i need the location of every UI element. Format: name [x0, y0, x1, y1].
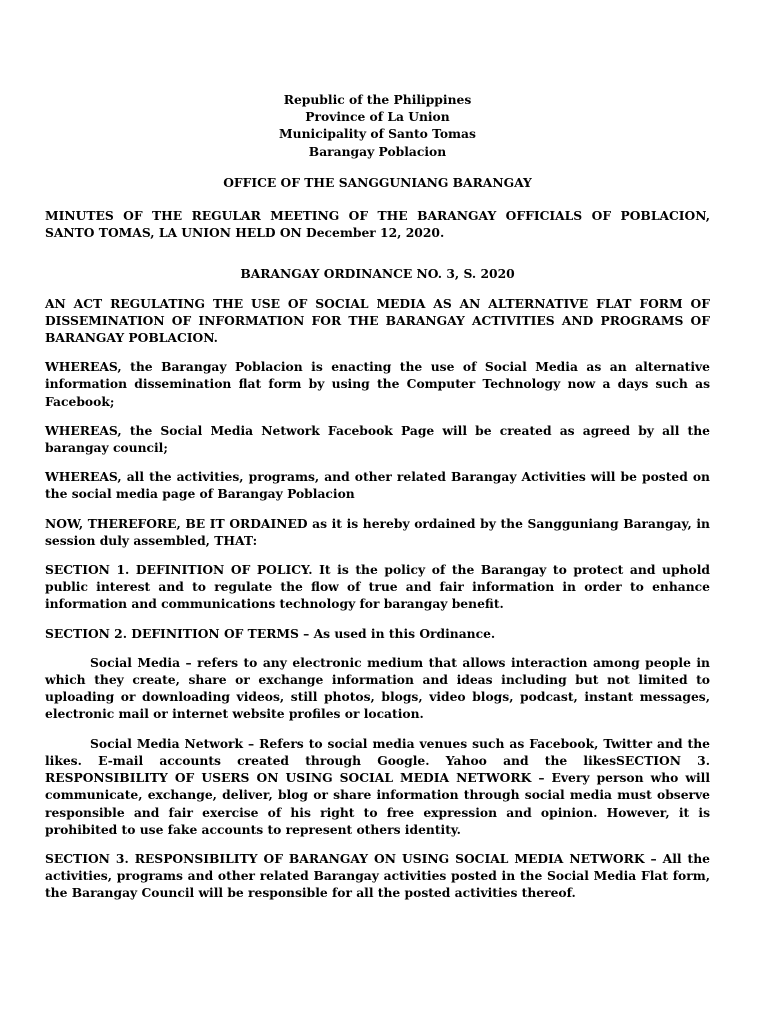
- section-1-heading: SECTION 1. DEFINITION OF POLICY.: [45, 562, 313, 578]
- whereas-lead: WHEREAS,: [45, 469, 122, 485]
- whereas-lead: WHEREAS,: [45, 359, 122, 375]
- section-2-heading: SECTION 2. DEFINITION OF TERMS: [45, 625, 299, 641]
- whereas-clause-1: [45, 358, 710, 410]
- whereas-clause-3: [45, 468, 710, 502]
- whereas-clause-2: [45, 422, 710, 456]
- office-title: OFFICE OF THE SANGGUNIANG BARANGAY: [223, 174, 532, 190]
- whereas-text: the Social Media Network Facebook Page will be created as agreed by all the barangay council;: [45, 422, 710, 456]
- definition-text: – Refers to social media venues such as Facebook, Twitter and the likes. E-mail accounts created through Google. Yahoo and the likesSECTION 3. RESPONSIBILITY OF USERS ON USING SOCIAL MEDIA NETWORK – Every person who will communicate, exchange, deliver, blog or share information through social media must observe responsible and fair exercise of his right to free expression and opinion. However, it is prohibited to use fake accounts to represent others identity.: [45, 735, 710, 837]
- document-page: [45, 91, 710, 914]
- ordaining-clause: [45, 515, 710, 549]
- act-title: AN ACT REGULATING THE USE OF SOCIAL MEDIA AS AN ALTERNATIVE FLAT FORM OF DISSEMINATION OF INFORMATION FOR THE BARANGAY ACTIVITIES AND PROGRAMS OF BARANGAY POBLACION.: [45, 295, 710, 346]
- section-2: [45, 625, 710, 642]
- header-province: Province of La Union: [305, 109, 450, 125]
- header-country: Republic of the Philippines: [283, 92, 472, 107]
- whereas-text: the Barangay Poblacion is enacting the use of Social Media as an alternative information dissemination flat form by using the Computer Technology now a days such as Facebook;: [45, 359, 710, 409]
- definition-term: Social Media Network: [90, 735, 244, 751]
- document-header: [45, 91, 710, 160]
- section-2-text: – As used in this Ordinance.: [298, 625, 496, 641]
- section-1: [45, 561, 710, 613]
- whereas-text: all the activities, programs, and other related Barangay Activities will be posted on the social media page of Barangay Poblacion: [45, 469, 710, 502]
- ordaining-lead: NOW, THEREFORE, BE IT ORDAINED: [45, 515, 308, 531]
- definition-social-media: [45, 654, 710, 723]
- header-municipality: Municipality of Santo Tomas: [279, 126, 476, 142]
- definition-social-media-network: [45, 735, 710, 838]
- minutes-title: MINUTES OF THE REGULAR MEETING OF THE BARANGAY OFFICIALS OF POBLACION, SANTO TOMAS, LA UNION HELD ON December 12, 2020.: [45, 208, 710, 241]
- definition-term: Social Media: [90, 654, 181, 670]
- section-3-text: – All the activities, programs and other related Barangay activities posted in the Social Media Flat form, the Barangay Council will be responsible for all the posted activities thereof.: [45, 850, 710, 901]
- definition-text: – refers to any electronic medium that allows interaction among people in which they create, share or exchange information and ideas including but not limited to uploading or downloading videos, still photos, blogs, video blogs, podcast, instant messages, electronic mail or internet website profiles or location.: [45, 654, 710, 722]
- ordaining-text: as it is hereby ordained by the Sangguniang Barangay, in session duly assembled, THAT:: [45, 515, 710, 548]
- section-1-text: It is the policy of the Barangay to protect and uphold public interest and to regulate the flow of true and fair information in order to enhance information and communications technology for barangay benefit.: [45, 562, 710, 612]
- section-3-heading: SECTION 3. RESPONSIBILITY OF BARANGAY ON USING SOCIAL MEDIA NETWORK: [45, 850, 645, 866]
- ordinance-number: BARANGAY ORDINANCE NO. 3, S. 2020: [240, 266, 515, 282]
- whereas-lead: WHEREAS,: [45, 422, 122, 438]
- header-barangay: Barangay Poblacion: [308, 143, 447, 159]
- section-3: [45, 850, 710, 902]
